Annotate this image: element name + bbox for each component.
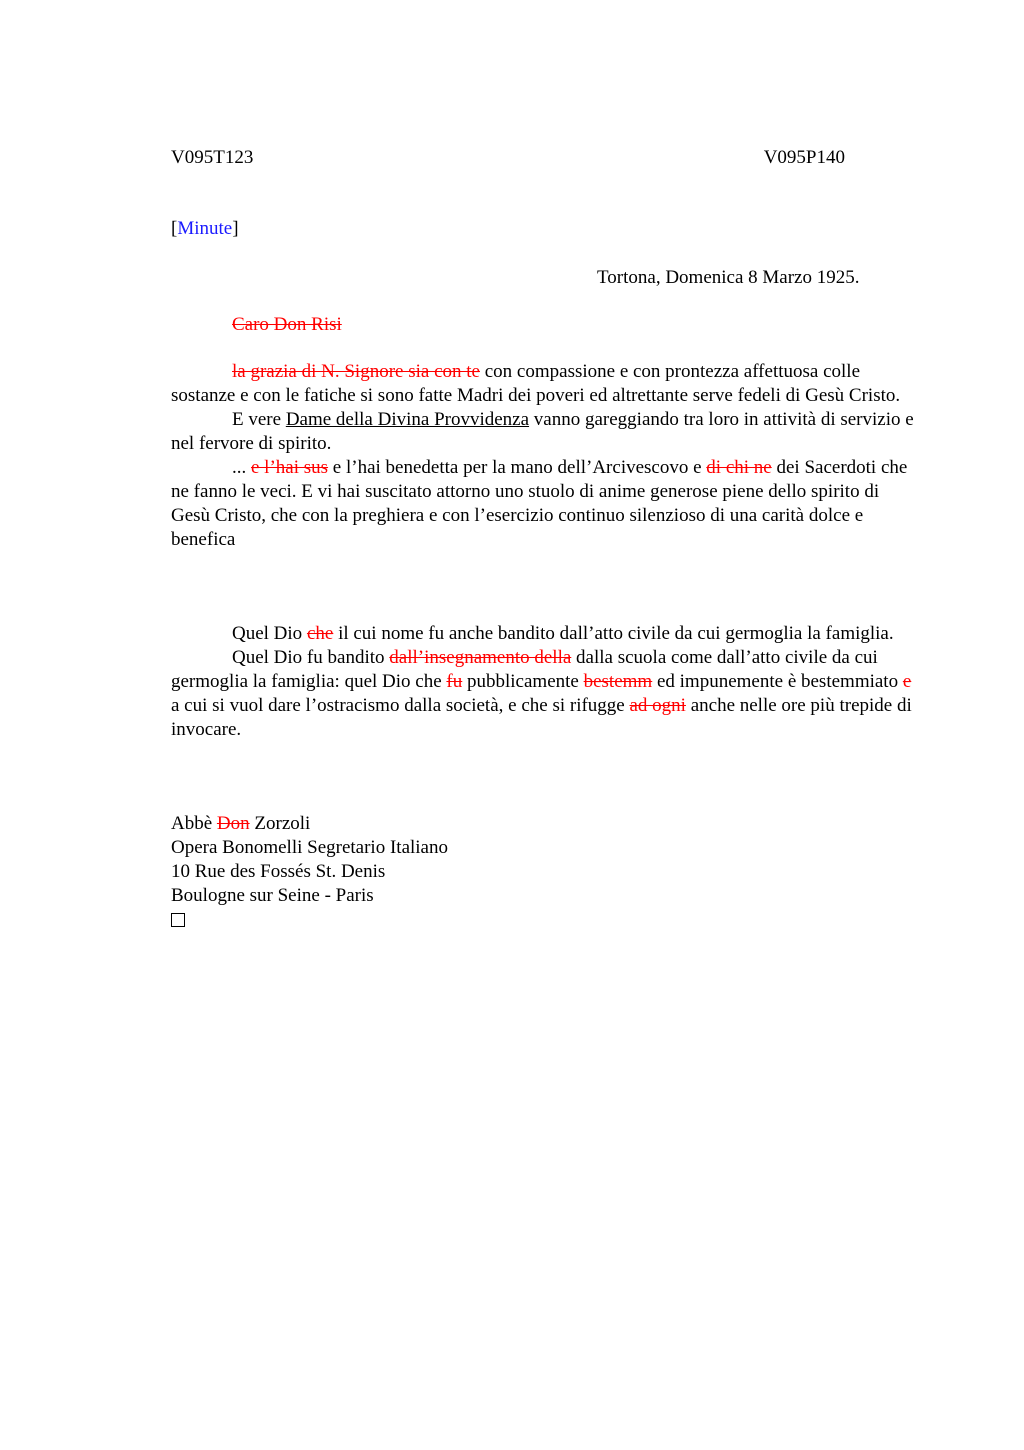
paragraph-text: ... bbox=[232, 457, 251, 478]
minute-open-bracket: [ bbox=[171, 218, 178, 239]
deleted-text: che bbox=[306, 623, 334, 644]
document-code-left: V095T123 bbox=[171, 147, 254, 168]
signature-name bbox=[171, 812, 448, 836]
checkbox-glyph bbox=[171, 908, 448, 934]
paragraph-1 bbox=[171, 360, 916, 408]
paragraph-4 bbox=[171, 622, 916, 646]
paragraph-text: dei Sacerdoti che ne fanno le veci. E vi hai suscitato attorno uno stuolo di anime generose piene dello spirito di Gesù Cristo, che con la preghiera e con l’esercizio continuo silenzioso di una carità dolce e benefica bbox=[171, 457, 908, 550]
paragraph-text: vanno gareggiando tra loro in attività di servizio e nel fervore di spirito. bbox=[171, 409, 914, 454]
salutation bbox=[232, 313, 342, 337]
paragraph-text: il cui nome fu anche bandito dall’atto civile da cui germoglia la famiglia. bbox=[333, 623, 894, 644]
dateline: Tortona, Domenica 8 Marzo 1925. bbox=[597, 267, 860, 288]
paragraph-text: Quel Dio fu bandito bbox=[232, 647, 390, 668]
signature-street: 10 Rue des Fossés St. Denis bbox=[171, 861, 386, 882]
empty-box-icon bbox=[171, 913, 185, 927]
signature-block bbox=[171, 812, 448, 934]
deleted-text: e l’hai sus bbox=[251, 457, 329, 478]
paragraph-3 bbox=[171, 456, 916, 552]
signature-name-lead: Abbè bbox=[171, 813, 217, 834]
paragraph-text: e l’hai benedetta per la mano dell’Arcivescovo e bbox=[328, 457, 707, 478]
letter-body-second bbox=[171, 622, 916, 742]
paragraph-5 bbox=[171, 646, 916, 742]
deleted-salutation: Caro Don Risi bbox=[232, 314, 342, 335]
deleted-text: di chi ne bbox=[706, 457, 772, 478]
deleted-text: dall’insegnamento della bbox=[389, 647, 572, 668]
paragraph-text: E vere bbox=[232, 409, 286, 430]
deleted-text: la grazia di N. Signore sia con te bbox=[232, 361, 480, 382]
deleted-text: Don bbox=[216, 813, 250, 834]
minute-link[interactable]: Minute bbox=[177, 218, 233, 239]
paragraph-text: pubblicamente bbox=[462, 671, 584, 692]
paragraph-text: Quel Dio bbox=[232, 623, 307, 644]
deleted-text: bestemm bbox=[583, 671, 653, 692]
signature-city: Boulogne sur Seine - Paris bbox=[171, 885, 374, 906]
minute-close-bracket: ] bbox=[232, 218, 239, 239]
signature-name-end: Zorzoli bbox=[249, 813, 311, 834]
paragraph-2 bbox=[171, 408, 916, 456]
deleted-text: fu bbox=[446, 671, 463, 692]
signature-organization: Opera Bonomelli Segretario Italiano bbox=[171, 837, 448, 858]
minute-label bbox=[171, 217, 239, 241]
paragraph-text: dalla scuola come dall’atto civile da cui germoglia la famiglia: quel Dio che bbox=[171, 647, 878, 692]
paragraph-text: ed impunemente è bestemmiato bbox=[652, 671, 903, 692]
deleted-text: ad ogni bbox=[629, 695, 686, 716]
paragraph-text: a cui si vuol dare l’ostracismo dalla società, e che si rifugge bbox=[171, 695, 630, 716]
paragraph-text: con compassione e con prontezza affettuosa colle sostanze e con le fatiche si sono fatte Madri dei poveri ed altrettante serve fedeli di Gesù Cristo. bbox=[171, 361, 901, 406]
underlined-text: Dame della Divina Provvidenza bbox=[285, 409, 530, 430]
letter-body-first bbox=[171, 360, 916, 552]
document-code-right: V095P140 bbox=[763, 147, 845, 168]
deleted-text: e bbox=[902, 671, 912, 692]
paragraph-text: anche nelle ore più trepide di invocare. bbox=[171, 695, 912, 740]
